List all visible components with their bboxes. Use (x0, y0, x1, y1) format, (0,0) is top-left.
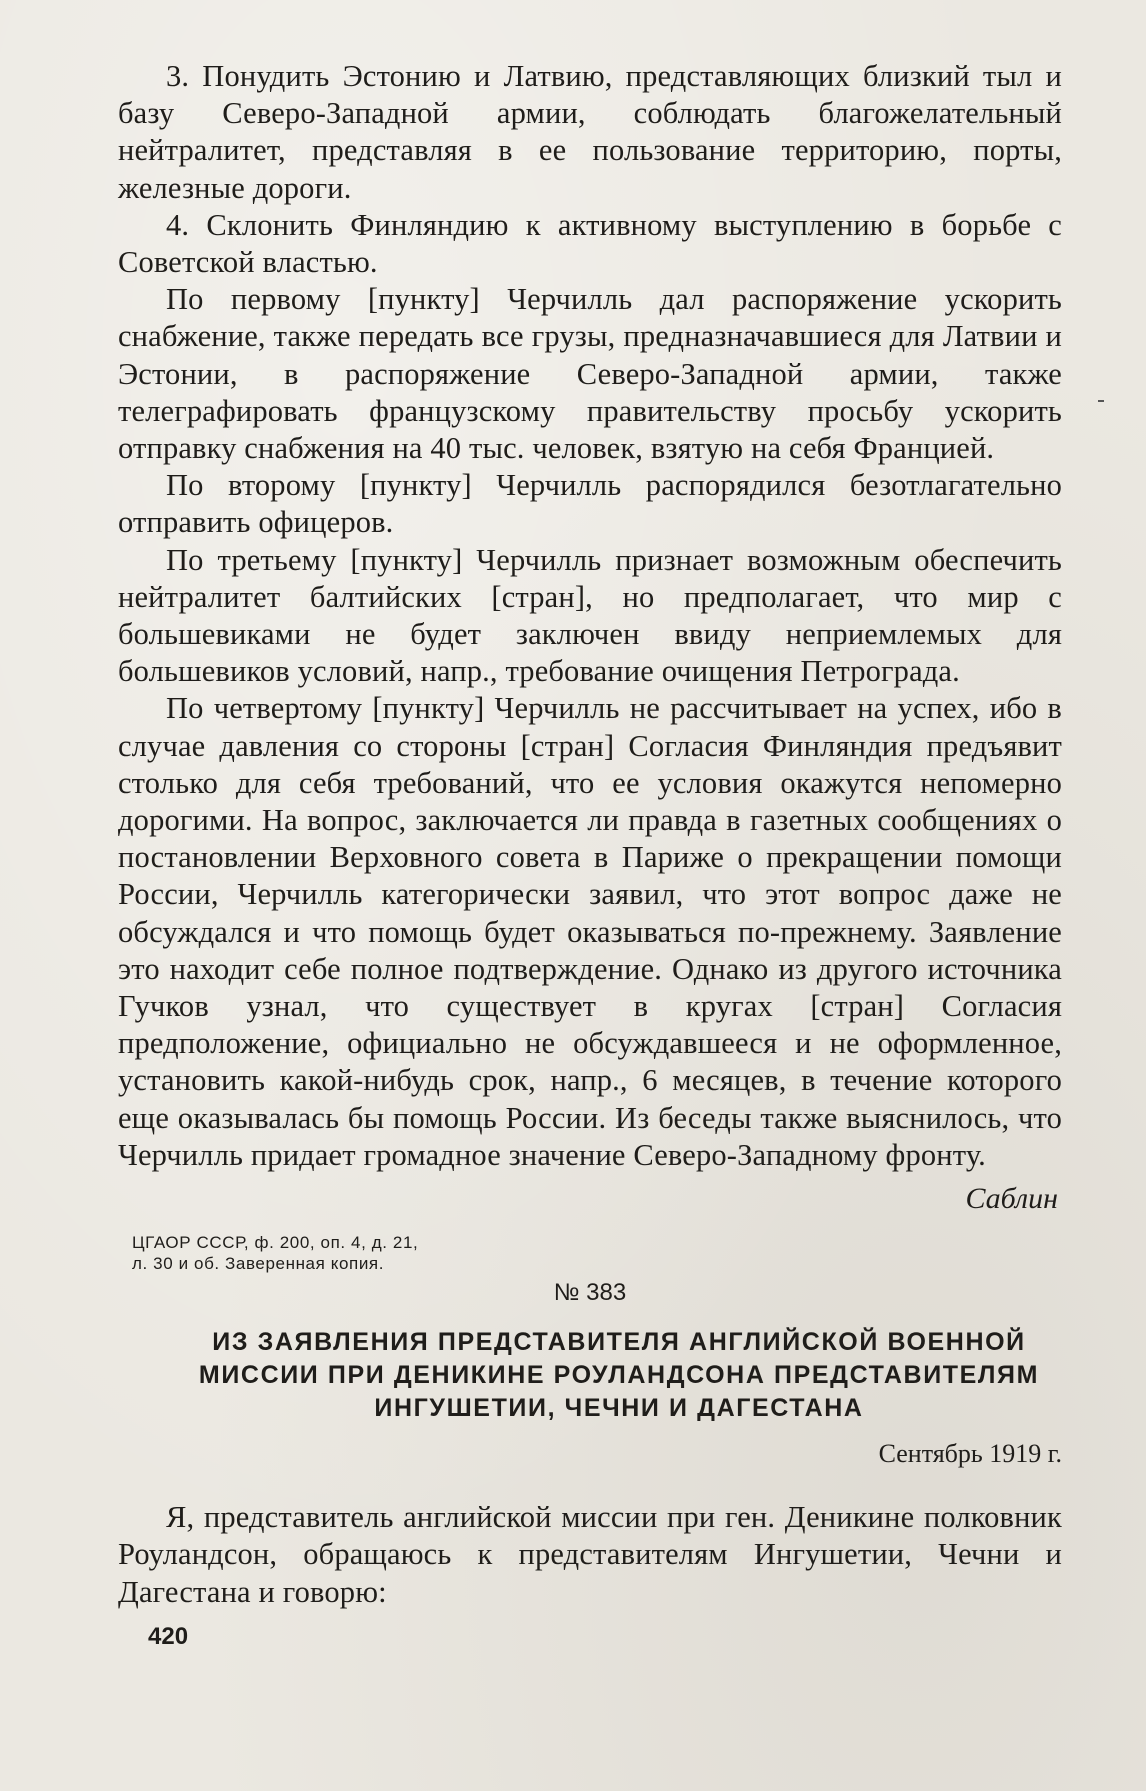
archive-reference (132, 1232, 1062, 1274)
signature: Саблин (965, 1182, 1058, 1216)
document-number: № 383 (553, 1279, 627, 1307)
paragraph-third-point: По третьему [пункту] Черчилль признает возможным обеспечить нейтралитет балтийских [стран], но предполагает, что мир с большевиками не будет заключен ввиду неприемлемых для большевиков условий, напр., требование очищения Петрограда. (118, 542, 1062, 689)
document-title (154, 1326, 1084, 1425)
paragraph-statement-opening: Я, представитель английской миссии при ген. Деникине полковник Роуландсон, обращаюсь к представителям Ингушетии, Чечни и Дагестана и говорю: (118, 1500, 1062, 1609)
document-title-line-2: МИССИИ ПРИ ДЕНИКИНЕ РОУЛАНДСОНА ПРЕДСТАВИТЕЛЯМ (198, 1361, 1040, 1390)
text-column (118, 58, 1062, 1611)
print-mark (1098, 400, 1104, 402)
paragraph-point-3: 3. Понудить Эстонию и Латвию, представляющих близкий тыл и базу Северо-Западной армии, соблюдать благожелательный нейтралитет, представляя в ее пользование территорию, порты, железные дороги. (118, 59, 1062, 205)
paragraph-point-4: 4. Склонить Финляндию к активному выступлению в борьбе с Советской властью. (118, 207, 1062, 280)
archive-reference-line-1: ЦГАОР СССР, ф. 200, оп. 4, д. 21, (132, 1233, 419, 1253)
paragraph-fourth-point: По четвертому [пункту] Черчилль не рассчитывает на успех, ибо в случае давления со стороны [стран] Согласия Финляндия предъявит столько для себя требований, что ее условия окажутся непомерно дорогими. На вопрос, заключается ли правда в газетных сообщениях о постановлении Верховного совета в Париже о прекращении помощи России, Черчилль категорически заявил, что этот вопрос даже не обсуждался и что помощь будет оказываться по-прежнему. Заявление это находит себе полное подтверждение. Однако из другого источника Гучков узнал, что существует в кругах [стран] Согласия предположение, официально не обсуждавшееся и не оформленное, установить какой-нибудь срок, напр., 6 месяцев, в течение которого еще оказывалась бы помощь России. Из беседы также выяснилось, что Черчилль придает громадное значение Северо-Западному фронту. (118, 691, 1062, 1172)
page-number: 420 (148, 1623, 189, 1650)
document-title-line-1: ИЗ ЗАЯВЛЕНИЯ ПРЕДСТАВИТЕЛЯ АНГЛИЙСКОЙ ВОЕННОЙ (212, 1328, 1026, 1357)
archive-reference-line-2: л. 30 и об. Заверенная копия. (132, 1254, 385, 1274)
paragraph-first-point: По первому [пункту] Черчилль дал распоряжение ускорить снабжение, также передать все грузы, предназначавшиеся для Латвии и Эстонии, в распоряжение Северо-Западной армии, также телеграфировать французскому правительству просьбу ускорить отправку снабжения на 40 тыс. человек, взятую на себя Францией. (118, 282, 1062, 466)
paragraph-second-point: По второму [пункту] Черчилль распорядился безотлагательно отправить офицеров. (118, 468, 1062, 540)
document-title-line-3: ИНГУШЕТИИ, ЧЕЧНИ И ДАГЕСТАНА (374, 1394, 864, 1423)
document-date: Сентябрь 1919 г. (878, 1439, 1062, 1469)
